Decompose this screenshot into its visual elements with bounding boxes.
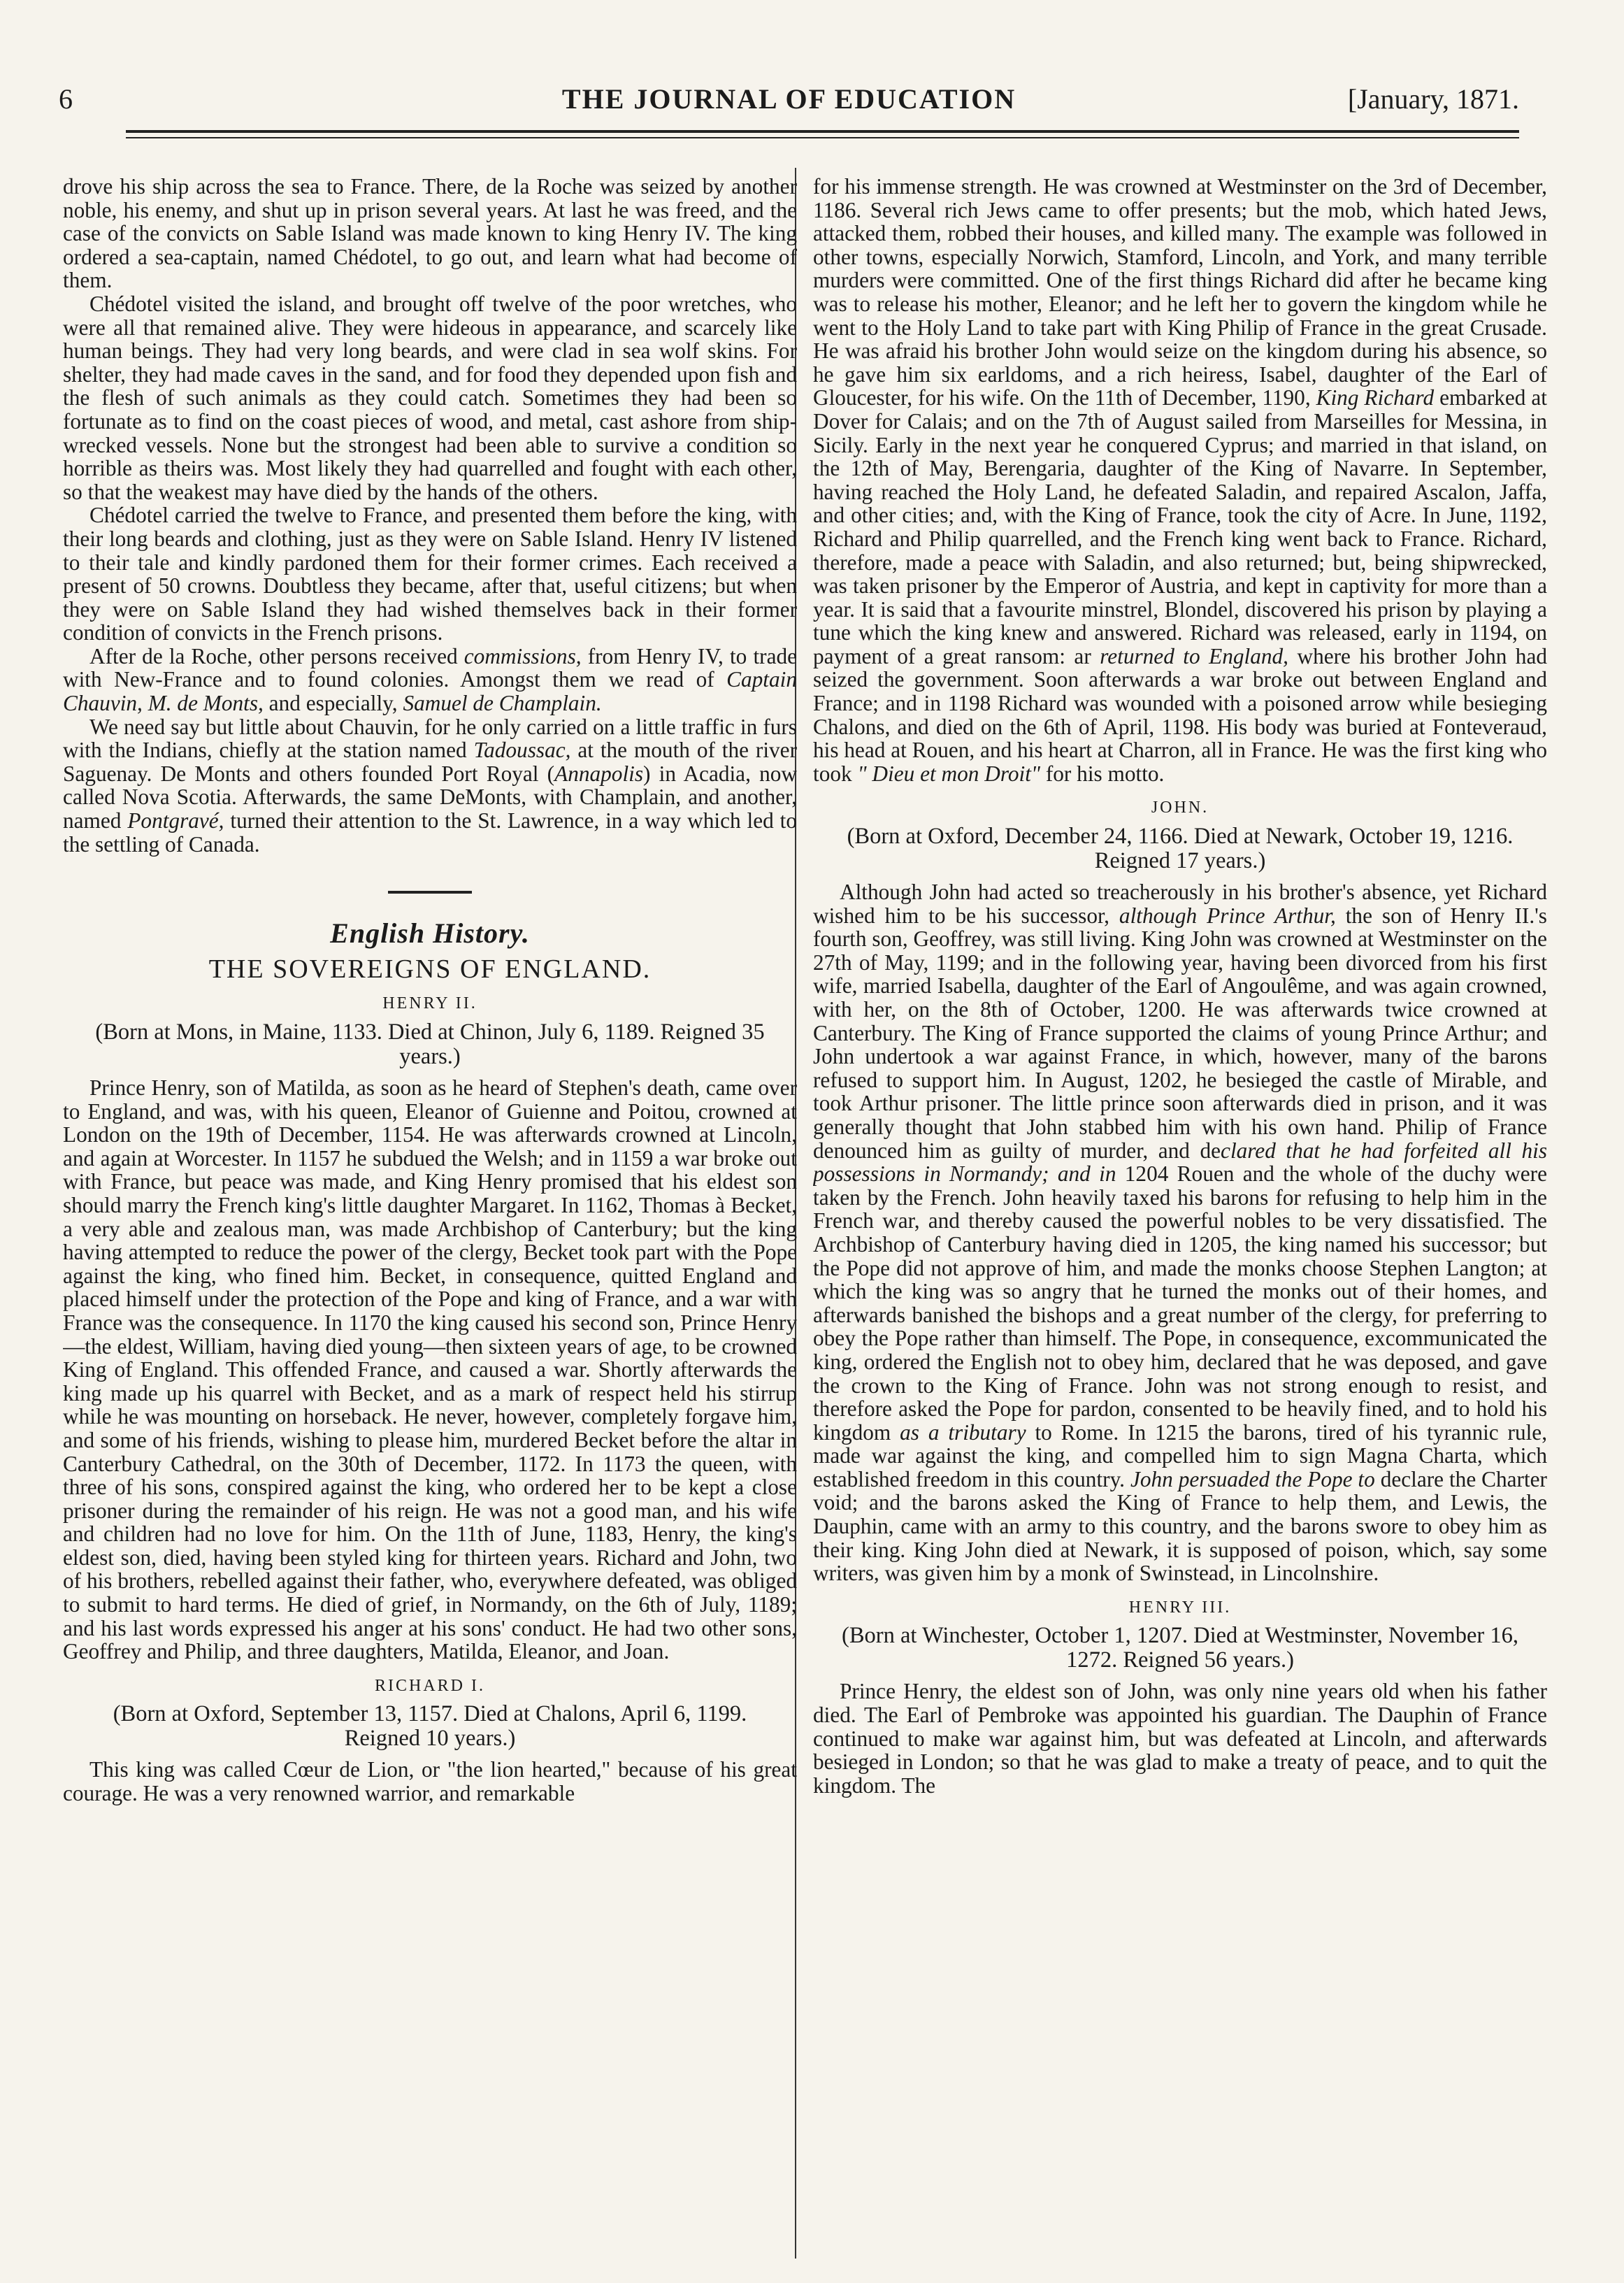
journal-title: THE JOURNAL OF EDUCATION xyxy=(561,83,1016,115)
king-dates: (Born at Winchester, October 1, 1207. Died at Westminster, November 16, 1272. Reigned 56 years.) xyxy=(842,1623,1518,1673)
king-dates: (Born at Mons, in Maine, 1133. Died at Chinon, July 6, 1189. Reigned 35 years.) xyxy=(95,1019,765,1069)
king-heading: HENRY II. xyxy=(382,994,477,1013)
paragraph: After de la Roche, other persons received commissions, from Henry IV, to trade with New-France and to found colonies. Amongst them we read of Captain Chauvin, M. de Monts, and especially, Samuel de Champlain. xyxy=(63,643,797,716)
paragraph: Chédotel carried the twelve to France, and presented them before the king, with their long beards and clothing, just as they were on Sable Island. Henry IV listened to their tale and kindly pardoned them for their former crimes. Each received a present of 50 crowns. Doubtless they became, after that, useful citizens; but when they were on Sable Island they had wished themselves back in their former condition of convicts in the French prisons. xyxy=(63,503,797,645)
page-header xyxy=(59,83,1519,133)
issue-date: [January, 1871. xyxy=(1347,83,1519,115)
paragraph: Although John had acted so treacherously in his brother's absence, yet Richard wished him to be his successor, although Prince Arthur, the son of Henry II.'s fourth son, Geoffrey, was still living. King John was crowned at Westminster on the 27th of May, 1199; and in the following year, having been divorced from his first wife, married Isabella, daughter of the Earl of Angoulême, and was again crowned, with her, on the 8th of October, 1200. He was afterwards twice crowned at Canterbury. The King of France supported the claims of young Prince Arthur; and John undertook a war against France, in which, however, many of the barons refused to support him. In August, 1202, he besieged the castle of Mirable, and took Arthur prisoner. The little prince soon afterwards died in prison, and it was generally thought that John stabbed him with his own hand. Philip of France denounced him as guilty of murder, and declared that he had forfeited all his possessions in Normandy; and in 1204 Rouen and the whole of the duchy were taken by the French. John heavily taxed his barons for refusing to help him in the French war, and thereby caused the powerful nobles to be very dissatisfied. The Archbishop of Canterbury having died in 1205, the king named his successor; but the Pope did not approve of him, and made the monks choose Stephen Langton; at which the king was so angry that he turned the monks out of their homes, and afterwards banished the bishops and a great number of the clergy, for preferring to obey the Pope rather than himself. The Pope, in consequence, excommunicated the king, ordered the English not to obey him, declared that he was deposed, and gave the crown to the King of France. John was not strong enough to resist, and therefore asked the Pope for pardon, consented to be heavily fined, and to hold his kingdom as a tributary to Rome. In 1215 the barons, tired of his tyrannic rule, made war against the king, and compelled him to sign Magna Charta, which established freedom in this country. John persuaded the Pope to declare the Charter void; and the barons asked the King of France to help them, and Lewis, the Dauphin, came with an army to this country, and the barons swore to obey him as their king. King John died at Newark, it is supposed of poison, which, say some writers, was given him by a monk of Swinstead, in Lincolnshire. xyxy=(813,880,1547,1586)
king-dates: (Born at Oxford, December 24, 1166. Died at Newark, October 19, 1216. Reigned 17 years.) xyxy=(847,824,1514,874)
section-heading: English History. xyxy=(330,917,530,950)
paragraph: Chédotel visited the island, and brought off twelve of the poor wretches, who were all that remained alive. They were hideous in appearance, and scarcely like human beings. They had very long beards, and were clad in sea wolf skins. For shelter, they had made caves in the sand, and for food they depended upon fish and the flesh of such animals as they could catch. Sometimes they had been so fortunate as to find on the coast pieces of wood, and metal, cast ashore from ship-wrecked vessels. None but the strongest had been able to survive a condition so horrible as theirs was. Most likely they had quarrelled and fought with each other, so that the weakest may have died by the hands of the others. xyxy=(63,291,797,504)
header-rule-thin xyxy=(126,137,1519,138)
header-rule-thick xyxy=(126,130,1519,133)
section-rule xyxy=(388,891,472,894)
paragraph: We need say but little about Chauvin, for he only carried on a little traffic in furs with the Indians, chiefly at the station named Tadoussac, at the mouth of the river Saguenay. De Monts and others founded Port Royal (Annapolis) in Acadia, now called Nova Scotia. Afterwards, the same DeMonts, with Champlain, and another, named Pontgravé, turned their attention to the St. Lawrence, in a way which led to the settling of Canada. xyxy=(63,714,797,857)
paragraph: drove his ship across the sea to France. There, de la Roche was seized by another noble, his enemy, and shut up in prison several years. At last he was freed, and the case of the convicts on Sable Island was made known to king Henry IV. The king ordered a sea-captain, named Chédotel, to go out, and learn what had become of them. xyxy=(63,175,797,293)
right-column xyxy=(813,175,1547,2266)
paragraph: for his immense strength. He was crowned at Westminster on the 3rd of December, 1186. Several rich Jews came to offer presents; but the mob, which hated Jews, attacked them, robbed their houses, and killed many. The example was followed in other towns, especially Norwich, Stamford, Lincoln, and York, and many terrible murders were committed. One of the first things Richard did after he became king was to release his mother, Eleanor; and he left her to govern the kingdom while he went to the Holy Land to take part with King Philip of France in the great Crusade. He was afraid his brother John would seize on the kingdom during his absence, so he gave him six earldoms, and a rich heiress, Isabel, daughter of the Earl of Gloucester, for his wife. On the 11th of December, 1190, King Richard embarked at Dover for Calais; and on the 7th of August sailed from Marseilles for Messina, in Sicily. Early in the next year he conquered Cyprus; and married in that island, on the 12th of May, Berengaria, daughter of the King of Navarre. In September, having reached the Holy Land, he defeated Saladin, and repaired Ascalon, Jaffa, and other cities; and, with the King of France, took the city of Acre. In June, 1192, Richard and Philip quarrelled, and the French king went back to France. Richard, therefore, made a peace with Saladin, and also returned; but, being shipwrecked, was taken prisoner by the Emperor of Austria, and kept in captivity for more than a year. It is said that a favourite minstrel, Blondel, discovered his prison by playing a tune which the king knew and answered. Richard was released, early in 1194, on payment of a great ransom: ar returned to England, where his brother John had seized the government. Soon afterwards a war broke out between England and France; and in 1198 Richard was wounded with a poisoned arrow while besieging Chalons, and died on the 6th of April, 1198. His body was buried at Fonteveraud, his head at Rouen, and his heart at Charron, all in France. He was the first king who took " Dieu et mon Droit" for his motto. xyxy=(813,175,1547,786)
king-heading: JOHN. xyxy=(1151,799,1209,817)
left-column xyxy=(63,175,797,2266)
paragraph: This king was called Cœur de Lion, or "the lion hearted," because of his great courage. He was a very renowned warrior, and remarkable xyxy=(63,1757,797,1806)
paragraph: Prince Henry, the eldest son of John, was only nine years old when his father died. The Earl of Pembroke was appointed his guardian. The Dauphin of France continued to make war against him, but was defeated at Lincoln, and afterwards besieged in London; so that he was glad to make a treaty of peace, and to quit the kingdom. The xyxy=(813,1679,1547,1798)
king-heading: RICHARD I. xyxy=(374,1676,485,1695)
page-number: 6 xyxy=(59,83,73,115)
paragraph: Prince Henry, son of Matilda, as soon as he heard of Stephen's death, came over to England, and was, with his queen, Eleanor of Guienne and Poitou, crowned at London on the 19th of December, 1154. He was afterwards crowned at Lincoln, and again at Worcester. In 1157 he subdued the Welsh; and in 1159 a war broke out with France, but peace was made, and King Henry promised that his eldest son should marry the French king's little daughter Margaret. In 1162, Thomas à Becket, a very able and zealous man, was made Archbishop of Canterbury; but the king having attempted to reduce the power of the clergy, Becket took part with the Pope against the king, who fined him. Becket, in consequence, quitted England and placed himself under the protection of the Pope and king of France, and a war with France was the consequence. In 1170 the king caused his second son, Prince Henry—the eldest, William, having died young—then sixteen years of age, to be crowned King of England. This offended France, and caused a war. Shortly afterwards the king made up his quarrel with Becket, and as a mark of respect held his stirrup while he was mounting on horseback. He never, however, completely forgave him, and some of his friends, wishing to please him, murdered Becket before the altar in Canterbury Cathedral, on the 30th of December, 1172. In 1173 the queen, with three of his sons, conspired against the king, who ordered her to be kept a close prisoner during the remainder of his reign. He was not a good man, and his wife and children had no love for him. On the 11th of June, 1183, Henry, the king's eldest son, died, having been styled king for thirteen years. Richard and John, two of his brothers, rebelled against their father, who, everywhere defeated, was obliged to submit to hard terms. He died of grief, in Normandy, on the 6th of July, 1189; and his last words expressed his anger at his sons' conduct. He had two other sons, Geoffrey and Philip, and three daughters, Matilda, Eleanor, and Joan. xyxy=(63,1075,797,1664)
article-title: THE SOVEREIGNS OF ENGLAND. xyxy=(208,954,652,984)
king-dates: (Born at Oxford, September 13, 1157. Died at Chalons, April 6, 1199. Reigned 10 years.) xyxy=(113,1701,747,1752)
king-heading: HENRY III. xyxy=(1128,1598,1232,1617)
